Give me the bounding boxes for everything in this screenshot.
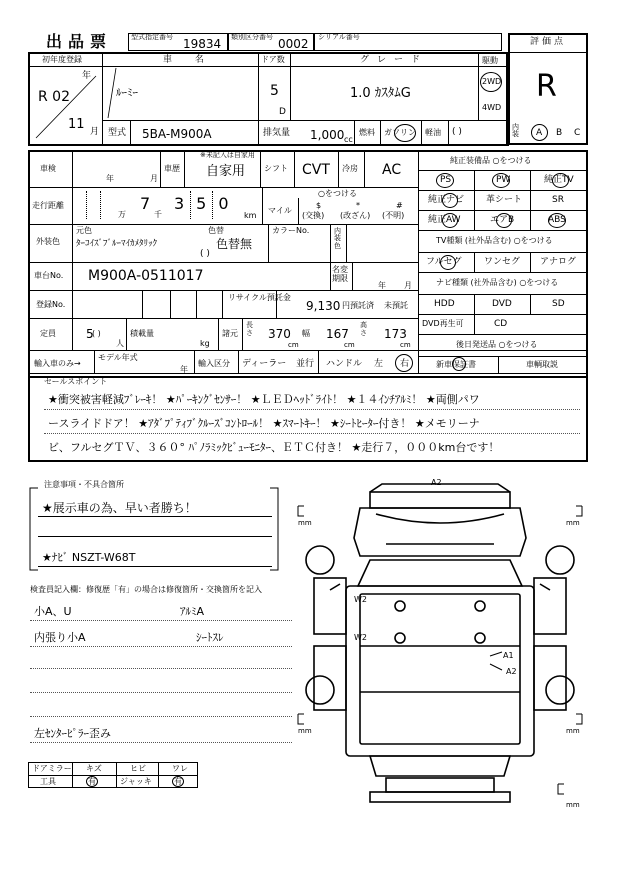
paint-paren: ( ) (200, 249, 210, 259)
legend-r1: 工具 (40, 777, 56, 786)
first-reg-year: R 02 (38, 89, 70, 105)
width-unit: cm (344, 341, 355, 349)
import-label: 輸入車のみ→ (34, 359, 81, 368)
first-reg-label: 初年度登録 (42, 55, 82, 64)
equip-abs-circle (548, 213, 566, 228)
shaken-month: 月 (150, 174, 158, 183)
inspector-label: 検査員記入欄：修復歴「有」の場合は修復箇所・交換箇所を記入 (30, 585, 262, 594)
drive-4wd: 4WD (482, 103, 502, 112)
name-change-year: 年 (378, 281, 386, 290)
tv-oneseg: ワンセグ (484, 257, 521, 267)
mm-front-left: mm (298, 519, 312, 527)
mileage-check: ○をつける (318, 189, 357, 198)
sales-line-1: ★衝突被害軽減ﾌﾞﾚｰｷ！ ★ﾊﾟｰｷﾝｸﾞｾﾝｻｰ！ ★ＬＥＤﾍｯﾄﾞﾗｲﾄ！ ★１４ｲﾝﾁｱﾙﾐ！ ★両側パワ (48, 393, 480, 406)
mm-bottom: mm (566, 801, 580, 809)
mileage-label: 走行距離 (32, 201, 64, 210)
orig-color-label: 元色 (76, 226, 92, 235)
reg-no-label: 登録No. (36, 300, 66, 309)
equip-navi: 純正ナビ (428, 195, 465, 205)
capacity-label: 定員 (40, 329, 56, 338)
mm-rear-right: mm (566, 727, 580, 735)
navi-title: ナビ種類 (社外品含む) ○をつける (436, 278, 559, 287)
history-value: 自家用 (206, 164, 246, 179)
import-dealer: ディーラー (242, 359, 287, 369)
notes-line-2: ★ﾅﾋﾞ NSZT-W68T (42, 551, 136, 564)
grade-value: 1.0 ｶｽﾀﾑG (350, 86, 411, 101)
equip-pw: PW (496, 175, 511, 185)
equip-leather: 革シート (486, 195, 523, 205)
equip-ps: PS (440, 175, 452, 185)
km-unit: km (244, 211, 257, 220)
serial-label: シリアル番号 (318, 33, 360, 41)
name-change-month: 月 (404, 281, 412, 290)
shaken-year: 年 (106, 174, 114, 183)
sales-label: セールスポイント (44, 377, 108, 386)
name-label: 車 名 (163, 55, 214, 65)
form-title: 出品票 (46, 32, 113, 51)
aircon-value: AC (382, 162, 402, 178)
cc-unit: cc (344, 135, 353, 144)
legend-h3: ヒビ (130, 764, 146, 773)
year-unit: 年 (82, 71, 92, 81)
altered-symbol: * (356, 201, 360, 210)
orig-color: ﾀｰｺｲｽﾞﾌﾞﾙｰﾏｲｶﾒﾀﾘｯｸ (76, 239, 158, 249)
equip-pw-circle (492, 173, 510, 188)
equip-title: 純正装備品 ○をつける (450, 156, 532, 165)
notes-label: 注意事項・不具合箇所 (44, 480, 124, 489)
equip-aw-circle (442, 213, 458, 228)
tv-title: TV種類 (社外品含む) ○をつける (436, 236, 553, 245)
model-value: 5BA-M900A (142, 127, 212, 141)
unknown-symbol: # (396, 201, 403, 210)
mile-label: マイル (268, 206, 292, 215)
navi-hdd: HDD (434, 299, 455, 309)
later-warranty: 新車保証書 (436, 360, 476, 369)
fuel-label: 燃料 (359, 128, 375, 137)
drive-2wd: 2WD (482, 77, 502, 86)
altered-label: (改ざん) (340, 211, 371, 220)
legend-h4: ワレ (172, 764, 188, 773)
capacity-value: 5 (86, 327, 94, 341)
model-year-unit: 年 (180, 365, 188, 374)
handle-left: 左 (374, 359, 384, 369)
equip-tv: 純正TV (544, 175, 574, 185)
equip-aw: 純正AW (428, 215, 461, 225)
equip-abs: ABS (548, 215, 566, 225)
car-name: ﾙｰﾐｰ (116, 86, 138, 99)
width-value: 167 (326, 327, 349, 341)
kata-value: 19834 (183, 37, 222, 51)
shift-label: シフト (264, 164, 288, 173)
later-manual: 車輌取説 (526, 360, 558, 369)
doors-label: ドア数 (261, 55, 285, 64)
legend-r4: 有 (174, 777, 182, 786)
handle-label: ハンドル (326, 359, 363, 369)
width-label: 幅 (302, 329, 310, 338)
legend-h2: キズ (86, 764, 102, 773)
kata-label: 型式指定番号 (131, 33, 173, 41)
handle-right: 右 (400, 359, 410, 369)
capacity-unit: 人 (116, 339, 124, 348)
mileage-sen-unit: 千 (154, 210, 162, 219)
equip-airbag: エアB (490, 215, 515, 225)
height-value: 173 (384, 327, 407, 341)
dims-label: 諸元 (222, 329, 238, 338)
later-title: 後日発送品 ○をつける (456, 340, 538, 349)
inspector-row2-left: 内張り小A (34, 631, 86, 644)
month-unit: 月 (90, 127, 100, 137)
damage-a2-front: A2 (431, 478, 442, 487)
navi-sd: SD (552, 299, 565, 309)
color-label: 外装色 (36, 237, 60, 246)
legend-r2: 有 (88, 777, 96, 786)
recycle-value: 9,130 (306, 299, 341, 313)
interior-b: B (556, 128, 563, 138)
load-unit: kg (200, 339, 210, 348)
inspector-row1-left: 小A、U (34, 605, 72, 618)
paint-value: 色替無 (216, 237, 253, 251)
inspector-row1-right: ｱﾙﾐA (180, 605, 205, 618)
navi-dvd: DVD (492, 299, 512, 309)
chassis-label: 車台No. (34, 271, 64, 280)
height-unit: cm (400, 341, 411, 349)
capacity-paren: ( ) (92, 329, 101, 338)
ruibetsu-label: 類別区分番号 (231, 33, 273, 41)
later-warranty-circle (452, 357, 466, 371)
interior-a-circle (531, 124, 548, 141)
legend-h1: ドアミラー (32, 764, 72, 773)
slash-lines (30, 68, 102, 144)
interior-a: A (536, 128, 543, 138)
damage-a2-rear: A2 (506, 667, 517, 676)
damage-w2-left-front: W2 (354, 595, 367, 604)
length-label: 長さ (246, 321, 253, 337)
length-unit: cm (288, 341, 299, 349)
grade-label: グレード (360, 55, 429, 65)
tv-analog: アナログ (540, 257, 577, 267)
recycle-not: 未預託 (384, 301, 408, 310)
doors-value: 5 (270, 83, 279, 99)
fuel-diesel: 軽油 (425, 128, 441, 137)
equip-airbag-circle (496, 213, 512, 228)
length-value: 370 (268, 327, 291, 341)
legend-r4-circle (172, 776, 184, 787)
recycle-label: リサイクル預託金 (228, 293, 291, 302)
exchange-label: (交換) (302, 211, 325, 220)
import-type-label: 輸入区分 (198, 359, 230, 368)
height-label: 高さ (360, 321, 367, 337)
notes-line-1: ★展示車の為、早い者勝ち！ (42, 501, 197, 515)
fuel-gas-circle (394, 124, 416, 142)
model-year-label: モデル年式 (98, 353, 138, 362)
mileage-man: 7 (140, 194, 151, 213)
drive-label: 駆動 (482, 56, 498, 65)
damage-a1: A1 (503, 651, 514, 660)
interior-c: C (574, 128, 581, 138)
first-reg-month: 11 (68, 117, 85, 132)
tv-fullseg: フルセグ (426, 257, 462, 267)
color-no-label: カラーNo. (272, 226, 310, 235)
fuel-paren: ( ) (452, 127, 462, 137)
tv-fullseg-circle (440, 255, 456, 270)
history-label: 車歴 (164, 164, 180, 173)
sales-line-2: ースライドドア！ ★ｱﾀﾞﾌﾟﾃｨﾌﾞｸﾙｰｽﾞｺﾝﾄﾛｰﾙ！ ★ｽﾏｰﾄｷｰ！ ★ｼｰﾄﾋｰﾀｰ付き！ ★メモリーナ (48, 417, 480, 430)
load-label: 積載量 (130, 329, 154, 338)
car-diagram (290, 478, 590, 808)
inspector-bottom: 左ｾﾝﾀｰﾋﾟﾗｰ歪み (34, 727, 111, 740)
damage-w2-left-rear: W2 (354, 633, 367, 642)
displacement-label: 排気量 (263, 128, 291, 138)
handle-right-circle (395, 354, 413, 372)
displacement-value: 1,000 (310, 128, 345, 142)
mm-rear-left: mm (298, 727, 312, 735)
mm-front-right: mm (566, 519, 580, 527)
sales-line-3: ビ、フルセグＴＶ、３６０° ﾊﾟﾉﾗﾐｯｸﾋﾞｭｰﾓﾆﾀｰ、ＥＴＣ付き！ ★走行７，０００km台です！ (48, 441, 500, 454)
ruibetsu-value: 0002 (278, 37, 309, 51)
model-label: 型式 (108, 128, 127, 138)
paint-label: 色替 (208, 226, 224, 235)
shaken-label: 車検 (40, 164, 56, 173)
doors-suffix: D (279, 107, 286, 117)
aircon-label: 冷房 (342, 164, 358, 173)
dvd-play-label: DVD再生可 (422, 319, 464, 328)
name-slash (102, 66, 258, 120)
fuel-gas: ガソリン (384, 128, 416, 137)
recycle-suffix: 円預託済 (342, 301, 374, 310)
import-parallel: 並行 (296, 359, 315, 369)
name-change-label: 名変期限 (332, 265, 348, 283)
equip-sr: SR (552, 195, 564, 205)
exchange-symbol: $ (316, 201, 322, 210)
drive-2wd-circle (480, 72, 502, 92)
cd-label: CD (494, 319, 508, 329)
equip-navi-circle (442, 193, 458, 208)
chassis-value: M900A-0511017 (88, 268, 204, 284)
inspector-row2-right: ｼｰﾄｽﾚ (196, 631, 224, 644)
legend-r3: ジャッキ (120, 777, 152, 786)
mileage-man-unit: 万 (118, 210, 126, 219)
equip-ps-circle (436, 173, 454, 188)
mileage-sen: 350 (174, 194, 241, 213)
interior-label: 内装 (512, 123, 519, 138)
score-value: R (536, 69, 557, 104)
shift-value: CVT (302, 162, 330, 178)
legend-r2-circle (86, 776, 98, 787)
int-color-label: 内装色 (334, 227, 341, 250)
score-label: 評価点 (530, 37, 567, 47)
history-note: ※未記入は自家用 (200, 151, 255, 159)
unknown-label: (不明) (382, 211, 405, 220)
equip-tv-circle (552, 173, 569, 188)
